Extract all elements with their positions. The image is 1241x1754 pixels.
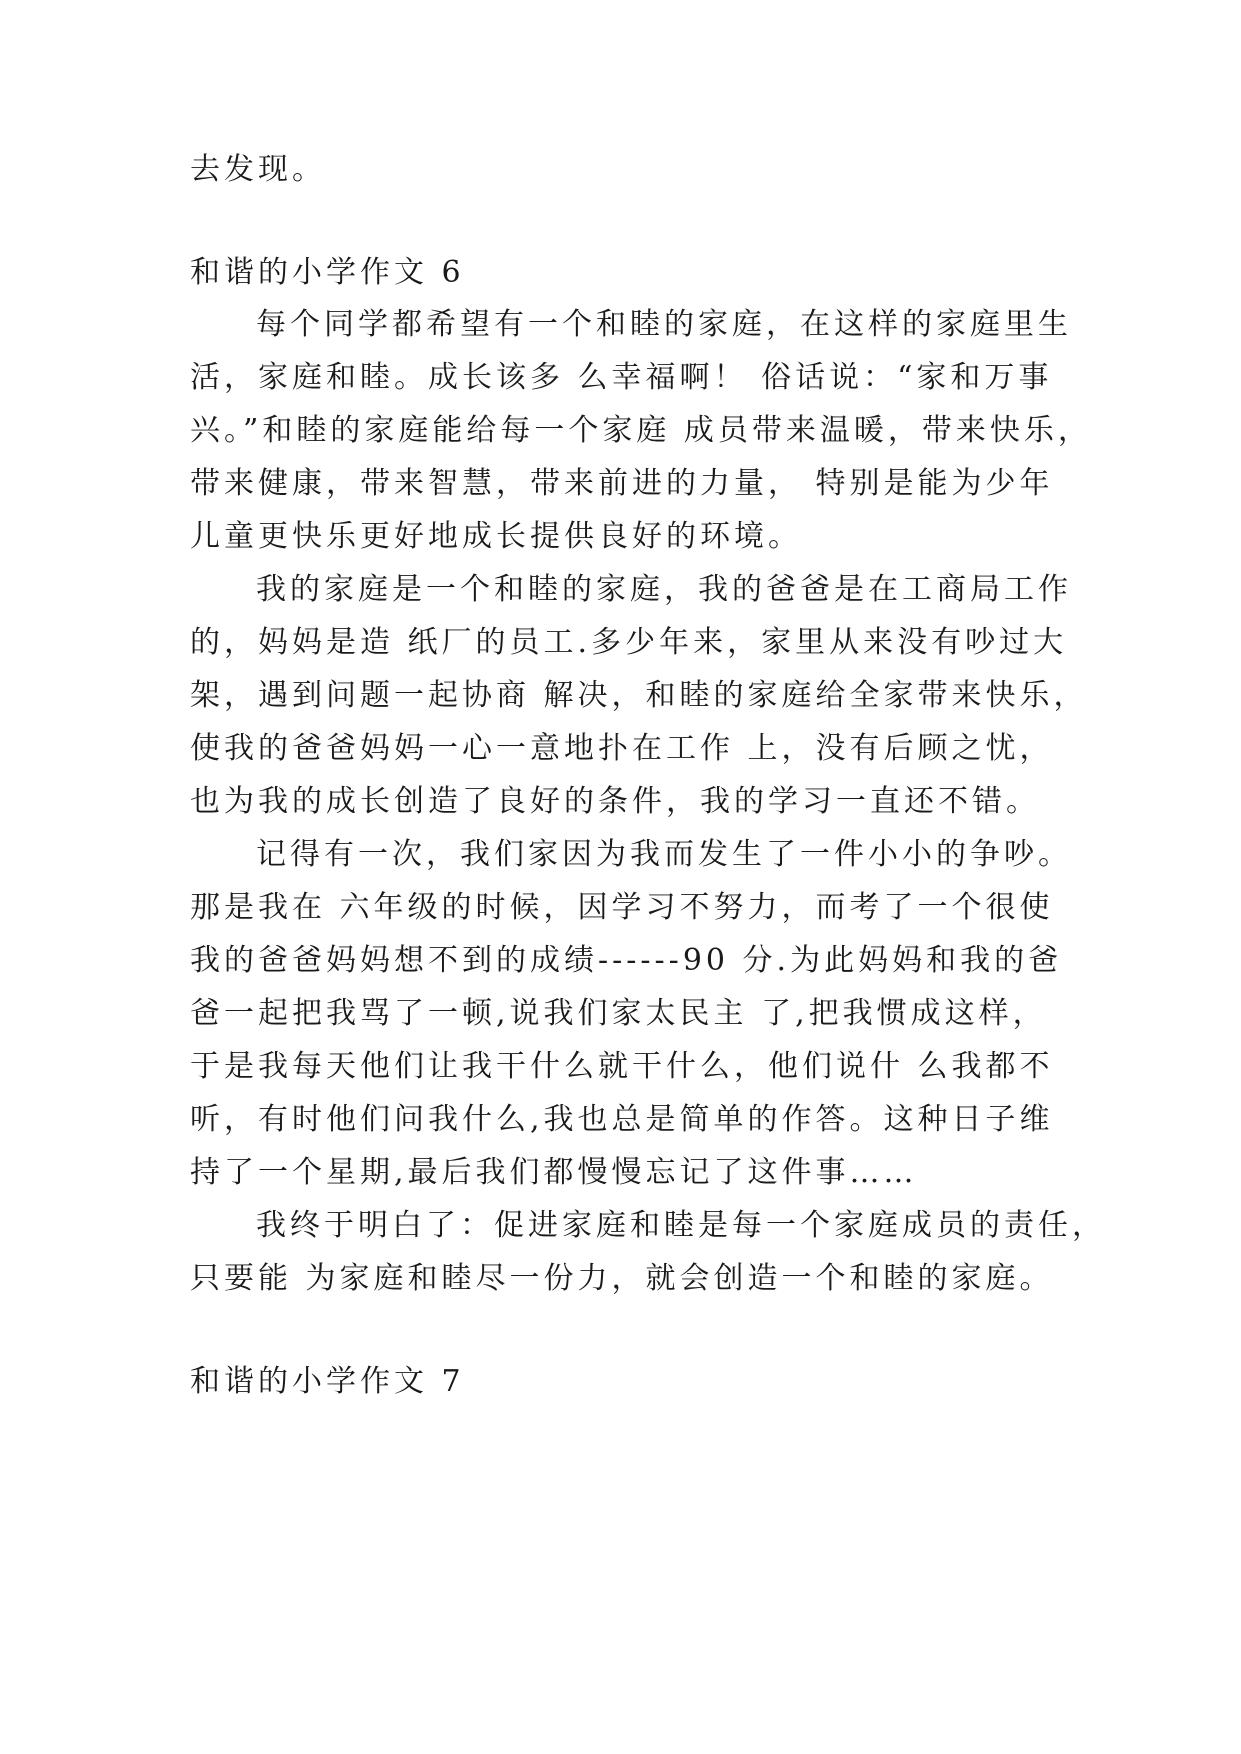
text-line: 那是我在 六年级的时候，因学习不努力，而考了一个很使 — [190, 890, 1054, 925]
text-line: 活，家庭和睦。成长该多 么幸福啊！ 俗话说：“家和万事 — [190, 360, 1053, 395]
text-line: 使我的爸爸妈妈一心一意地扑在工作 上，没有后顾之忧， — [190, 731, 1054, 766]
text-line: 每个同学都希望有一个和睦的家庭，在这样的家庭里生 — [256, 307, 1072, 342]
text-line: 我的爸爸妈妈想不到的成绩------90 分.为此妈妈和我的爸 — [190, 943, 1063, 978]
text-line: 听，有时他们问我什么,我也总是简单的作答。这种日子维 — [190, 1102, 1054, 1137]
text-line: 架，遇到问题一起协商 解决，和睦的家庭给全家带来快乐， — [190, 678, 1088, 713]
section-title: 和谐的小学作文 7 — [190, 1364, 465, 1399]
text-line: 只要能 为家庭和睦尽一份力，就会创造一个和睦的家庭。 — [190, 1261, 1054, 1296]
text-line: 儿童更快乐更好地成长提供良好的环境。 — [190, 519, 802, 554]
text-line: 我的家庭是一个和睦的家庭，我的爸爸是在工商局工作 — [256, 572, 1072, 607]
text-line: 的，妈妈是造 纸厂的员工.多少年来，家里从来没有吵过大 — [190, 625, 1068, 660]
text-line: 爸一起把我骂了一顿,说我们家太民主 了,把我惯成这样， — [190, 996, 1047, 1031]
text-line: 兴。”和睦的家庭能给每一个家庭 成员带来温暖，带来快乐， — [190, 413, 1092, 448]
section-title: 和谐的小学作文 6 — [190, 255, 465, 290]
text-line: 记得有一次，我们家因为我而发生了一件小小的争吵。 — [256, 837, 1072, 872]
text-line: 持了一个星期,最后我们都慢慢忘记了这件事…… — [190, 1155, 918, 1190]
text-line: 我终于明白了：促进家庭和睦是每一个家庭成员的责任， — [256, 1208, 1106, 1243]
text-line: 带来健康，带来智慧，带来前进的力量， 特别是能为少年 — [190, 466, 1054, 501]
text-line: 于是我每天他们让我干什么就干什么，他们说什 么我都不 — [190, 1049, 1054, 1084]
text-line: 也为我的成长创造了良好的条件，我的学习一直还不错。 — [190, 784, 1040, 819]
text-line: 去发现。 — [190, 152, 326, 187]
